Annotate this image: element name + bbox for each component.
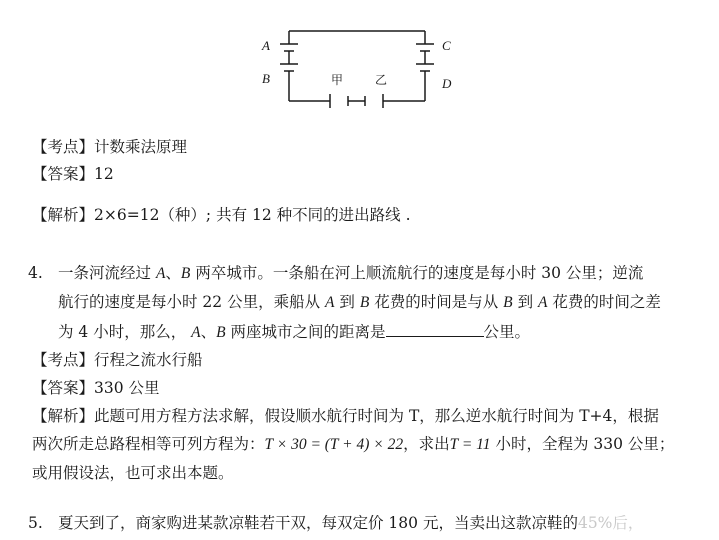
label-yi: 乙 <box>375 73 388 87</box>
kaodian-text: 计数乘法原理 <box>94 138 188 156</box>
q4-var: B <box>359 294 370 311</box>
kaodian-tag: 【考点】 <box>32 138 95 156</box>
q3-daan <box>32 164 114 184</box>
q5-text: 夏天到了，商家购进某款凉鞋若干双，每双定价 180 元，当卖出这款凉鞋的 <box>58 514 578 532</box>
q4-daan <box>32 378 160 398</box>
q4-var: B <box>180 265 191 282</box>
q4-line1 <box>28 263 643 284</box>
q4-text: 到 <box>334 293 360 311</box>
q4-text: 到 <box>512 293 538 311</box>
q4-text: 两卒城市。一条船在河上顺流航行的速度是每小时 30 公里；逆流 <box>190 264 644 282</box>
label-a: A <box>262 38 270 53</box>
daan-text: 12 <box>94 165 114 183</box>
q5-line1 <box>28 513 643 533</box>
q4-text: 、 <box>165 264 181 282</box>
answer-blank <box>386 321 484 337</box>
watermark: 45%后， <box>577 514 644 532</box>
question-number: 5. <box>28 514 43 532</box>
label-b: B <box>262 71 270 86</box>
q4-var: B <box>503 294 513 311</box>
equation: T = 11 <box>449 436 491 453</box>
question-number: 4. <box>28 264 43 282</box>
q4-var: A <box>155 265 166 282</box>
kaodian-text: 行程之流水行船 <box>94 351 203 369</box>
jiexi-tag: 【解析】 <box>32 407 95 425</box>
q4-text: 航行的速度是每小时 22 公里，乘船从 <box>58 293 326 311</box>
jiexi-text: 此题可用方程方法求解，假设顺水航行时间为 T，那么逆水航行时间为 T+4，根据 <box>94 407 659 425</box>
jiexi-text: 小时，全程为 330 公里； <box>490 435 675 453</box>
q4-var: A <box>325 294 335 311</box>
daan-text: 330 公里 <box>94 379 160 397</box>
q4-text: 花费的时间之差 <box>547 293 661 311</box>
q3-kaodian <box>32 137 187 157</box>
q4-jiexi-line1 <box>32 406 659 426</box>
q4-text: 为 4 小时，那么， <box>58 323 192 341</box>
q4-kaodian <box>32 350 203 370</box>
q4-jiexi-line2 <box>32 434 674 455</box>
q4-text: 花费的时间是与从 <box>369 293 504 311</box>
q3-jiexi <box>32 205 411 225</box>
jiexi-text: ，求出 <box>403 435 450 453</box>
q4-line2 <box>58 292 661 313</box>
jiexi-text: 或用假设法，也可求出本题。 <box>32 464 234 482</box>
kaodian-tag: 【考点】 <box>32 351 95 369</box>
jiexi-tag: 【解析】 <box>32 206 95 224</box>
q4-line3 <box>58 321 530 343</box>
label-d: D <box>442 76 452 91</box>
q4-text: 、 <box>200 323 217 341</box>
q4-var: B <box>216 324 226 341</box>
jiexi-text: 两次所走总路程相等可列方程为： <box>32 435 265 453</box>
q4-text: 一条河流经过 <box>58 264 156 282</box>
label-jia: 甲 <box>331 73 344 87</box>
daan-tag: 【答案】 <box>32 379 95 397</box>
label-c: C <box>442 38 451 53</box>
daan-tag: 【答案】 <box>32 165 95 183</box>
circuit-diagram <box>0 0 719 130</box>
q4-text: 公里。 <box>483 323 531 341</box>
jiexi-text: 2×6=12（种）; 共有 12 种不同的进出路线 . <box>94 206 411 224</box>
q4-text: 两座城市之间的距离是 <box>225 323 386 341</box>
q4-var: A <box>538 294 548 311</box>
q4-var: A <box>191 324 201 341</box>
q4-jiexi-line3 <box>32 463 234 483</box>
equation: T × 30 = (T + 4) × 22 <box>264 436 404 453</box>
